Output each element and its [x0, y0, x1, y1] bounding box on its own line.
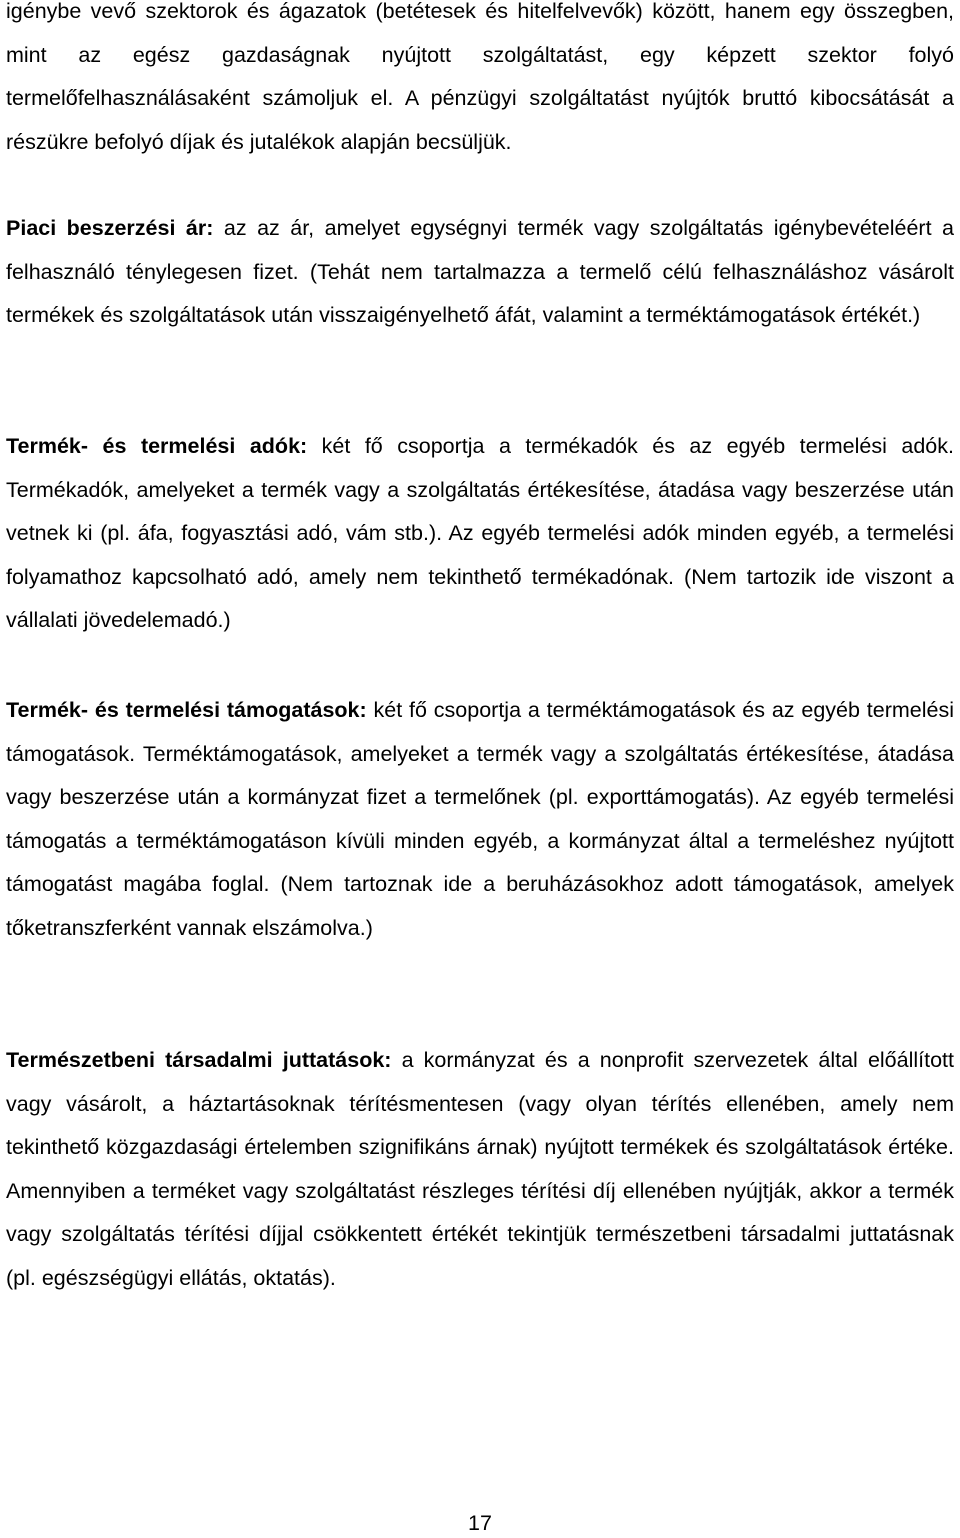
paragraph-term: Piaci beszerzési ár: [6, 216, 214, 240]
page-number: 17 [468, 1511, 492, 1535]
paragraph-text: két fő csoportja a terméktámogatások és az egyéb termelési támogatások. Terméktámogatások, amelyeket a termék vagy a szolgáltatás értékesítése, átadása vagy beszerzése után a kormányzat fizet a termelőnek (pl. exporttámogatás). Az egyéb termelési támogatás a terméktámogatáson kívüli minden egyéb, a kormányzat által a termeléshez nyújtott támogatást magába foglal. (Nem tartoznak ide a beruházásokhoz adott támogatások, amelyek tőketranszferként vannak elszámolva.) [6, 698, 954, 940]
paragraph-termeszetbeni-tarsadalmi-juttatasok [6, 1039, 954, 1301]
paragraph-text: két fő csoportja a termékadók és az egyéb termelési adók. Termékadók, amelyeket a termék vagy a szolgáltatás értékesítése, átadása vagy beszerzése után vetnek ki (pl. áfa, fogyasztási adó, vám stb.). Az egyéb termelési adók minden egyéb, a termelési folyamathoz kapcsolható adó, amely nem tekinthető termékadónak. (Nem tartozik ide viszont a vállalati jövedelemadó.) [6, 434, 954, 633]
paragraph-termek-es-termelesi-adok [6, 425, 954, 643]
paragraph-fisim-continuation [6, 0, 954, 164]
paragraph-text: a kormányzat és a nonprofit szervezetek által előállított vagy vásárolt, a háztartásoknak térítésmentesen (vagy olyan térítés ellenében, amely nem tekinthető közgazdasági értelemben szignifikáns árnak) nyújtott termékek és szolgáltatások értéke. Amennyiben a terméket vagy szolgáltatást részleges térítési díj ellenében nyújtják, akkor a termék vagy szolgáltatás térítési díjjal csökkentett értékét tekintjük természetbeni társadalmi juttatásnak (pl. egészségügyi ellátás, oktatás). [6, 1048, 954, 1290]
paragraph-term: Termék- és termelési támogatások: [6, 698, 367, 722]
paragraph-term: Termék- és termelési adók: [6, 434, 308, 458]
paragraph-text: igénybe vevő szektorok és ágazatok (betétesek és hitelfelvevők) között, hanem egy összegben, mint az egész gazdaságnak nyújtott szolgáltatást, egy képzett szektor folyó termelőfelhasználásaként számoljuk el. A pénzügyi szolgáltatást nyújtók bruttó kibocsátását a részükre befolyó díjak és jutalékok alapján becsüljük. [6, 0, 954, 154]
paragraph-text: az az ár, amelyet egységnyi termék vagy szolgáltatás igénybevételéért a felhasználó ténylegesen fizet. (Tehát nem tartalmazza a termelő célú felhasználáshoz vásárolt termékek és szolgáltatások után visszaigényelhető áfát, valamint a terméktámogatások értékét.) [6, 216, 954, 328]
paragraph-term: Természetbeni társadalmi juttatások: [6, 1048, 392, 1072]
paragraph-termek-es-termelesi-tamogatasok [6, 689, 954, 951]
paragraph-piaci-beszerzesi-ar [6, 207, 954, 338]
